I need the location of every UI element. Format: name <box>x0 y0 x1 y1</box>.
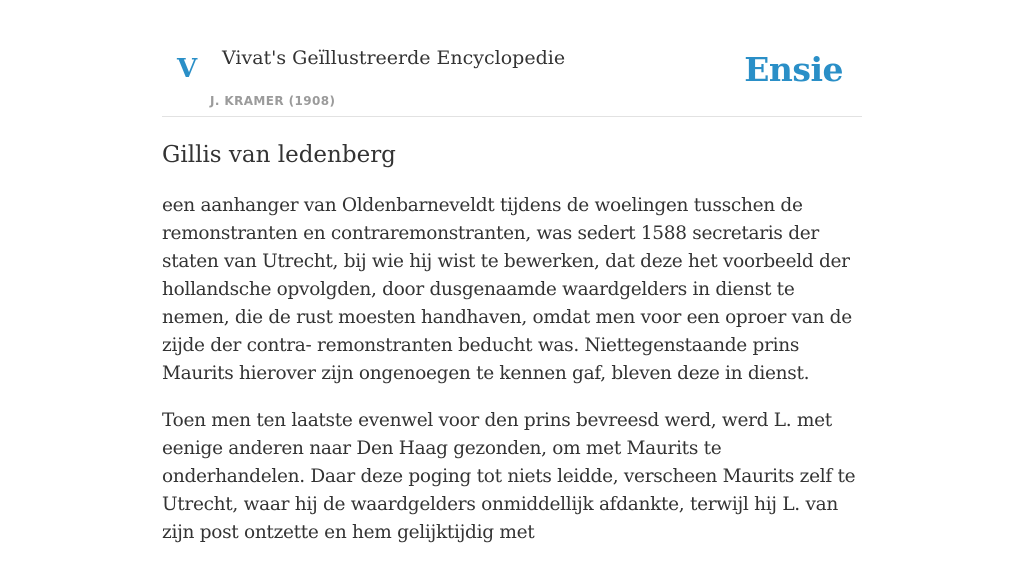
article-body <box>162 192 862 566</box>
book-author: J. KRAMER (1908) <box>210 94 336 108</box>
book-title-link[interactable]: Vivat's Geïllustreerde Encyclopedie <box>222 47 566 69</box>
book-logo[interactable]: V <box>177 54 198 84</box>
site-header <box>162 0 862 117</box>
entry-title: Gillis van ledenberg <box>162 142 396 168</box>
article-paragraph: een aanhanger van Oldenbarneveldt tijdens de woelingen tusschen de remonstranten en contraremonstranten, was sedert 1588 secretaris der staten van Utrecht, bij wie hij wist te bewerken, dat deze het voorbeeld der hollandsche opvolgden, door dusgenaamde waardgelders in dienst te nemen, die de rust moesten handhaven, omdat men voor een oproer van de zijde der contra- remonstranten beducht was. Niettegenstaande prins Maurits hierover zijn ongenoegen te kennen gaf, bleven deze in dienst. <box>162 195 852 384</box>
ensie-logo-link[interactable]: Ensie <box>744 50 843 89</box>
article-paragraph: Toen men ten laatste evenwel voor den prins bevreesd werd, werd L. met eenige anderen naar Den Haag gezonden, om met Maurits te onderhandelen. Daar deze poging tot niets leidde, verscheen Maurits zelf te Utrecht, waar hij de waardgelders onmiddellijk afdankte, terwijl hij L. van zijn post ontzette en hem gelijktijdig met <box>162 410 856 543</box>
